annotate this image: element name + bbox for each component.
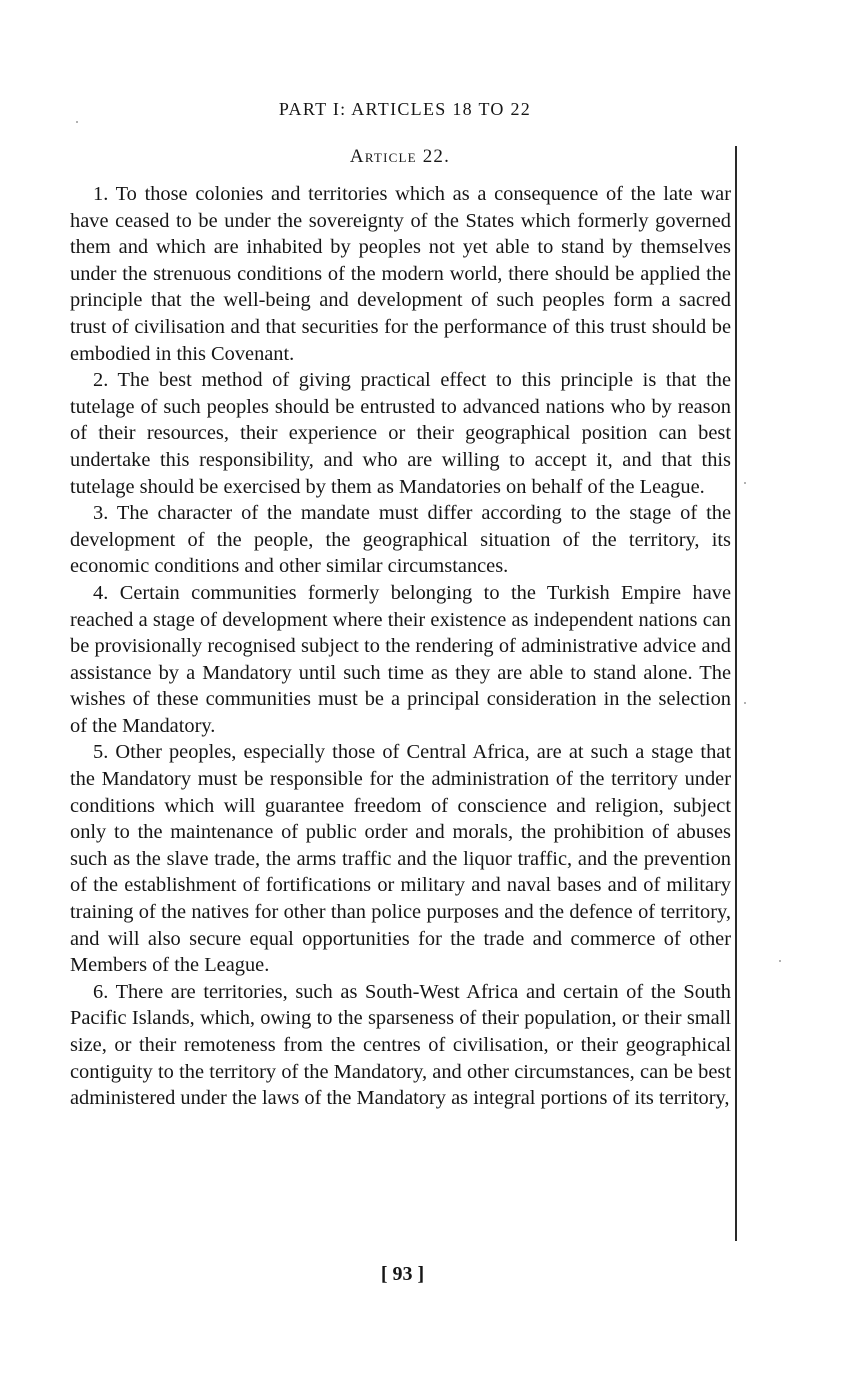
scan-speck <box>779 960 781 962</box>
paragraph-3: 3. The character of the mandate must differ according to the stage of the development of the people, the geographical situation of the territory, its economic conditions and other similar circumstances. <box>70 502 731 578</box>
paragraph-5: 5. Other peoples, especially those of Central Africa, are at such a stage that the Mandatory must be responsible for the administration of the territory under conditions which will guarantee freedom of conscience and religion, subject only to the maintenance of public order and morals, the prohibition of abuses such as the slave trade, the arms traffic and the liquor traffic, and the prevention of the establishment of fortifications or military and naval bases and of military training of the natives for other than police purposes and the defence of territory, and will also secure equal opportunities for the trade and commerce of other Members of the League. <box>70 741 731 977</box>
paragraph-4: 4. Certain communities formerly belonging to the Turkish Empire have reached a stage of development where their existence as independent nations can be provisionally recognised subject to the rendering of administrative advice and assistance by a Mandatory until such time as they are able to stand alone. The wishes of these communities must be a principal consideration in the selection of the Mandatory. <box>70 581 731 737</box>
running-head: PART I: ARTICLES 18 TO 22 <box>278 99 532 119</box>
page-number: [ 93 ] <box>380 1263 425 1285</box>
margin-rule <box>735 146 737 1241</box>
article-title: Article 22. <box>349 146 451 167</box>
scan-speck <box>744 482 746 484</box>
paragraph-6: 6. There are territories, such as South-West Africa and certain of the South Pacific Islands, which, owing to the sparseness of their population, or their small size, or their remoteness from the centres of civilisation, or their geographical contiguity to the territory of the Mandatory, and other circumstances, can be best administered under the laws of the Mandatory as integral portions of its territory, <box>70 980 731 1110</box>
paragraph-2: 2. The best method of giving practical effect to this principle is that the tutelage of such peoples should be entrusted to advanced nations who by reason of their resources, their experience or their geographical position can best undertake this responsibility, and who are willing to accept it, and that this tutelage should be exercised by them as Mandatories on behalf of the League. <box>70 369 731 498</box>
paragraph-1: 1. To those colonies and territories which as a consequence of the late war have ceased to be under the sovereignty of the States which formerly governed them and which are inhabited by peoples not yet able to stand by themselves under the strenuous conditions of the modern world, there should be applied the principle that the well-being and development of such peoples form a sacred trust of civilisation and that securities for the performance of this trust should be embodied in this Covenant. <box>70 183 731 365</box>
scan-speck <box>76 121 78 123</box>
scan-speck <box>744 702 746 704</box>
article-body <box>70 181 731 1112</box>
